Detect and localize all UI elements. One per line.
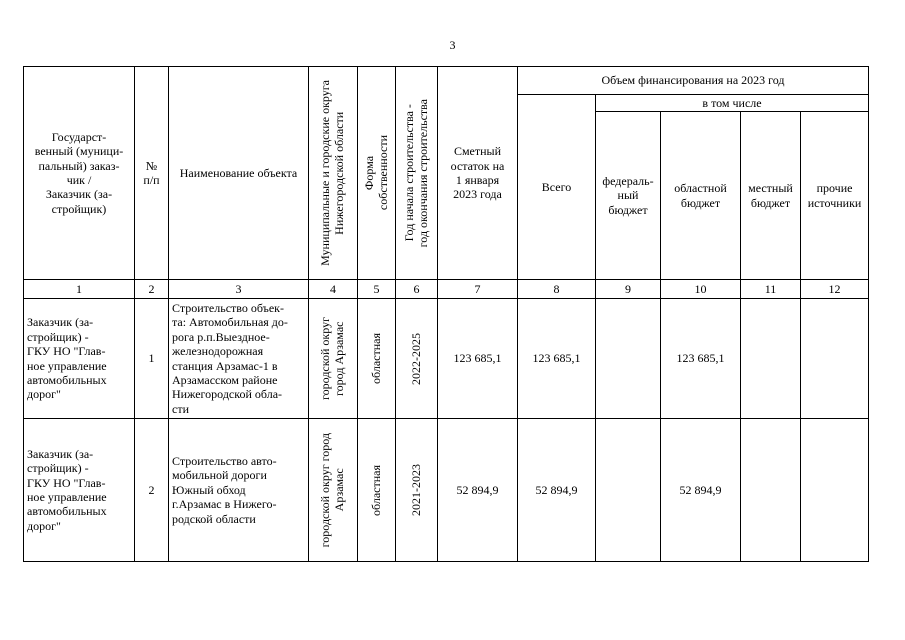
header-municipality-cell xyxy=(309,67,358,280)
column-number: 12 xyxy=(801,280,869,299)
row-years-cell xyxy=(396,419,438,562)
header-other: прочие источники xyxy=(801,112,869,280)
table-row xyxy=(24,299,869,419)
row-estimate: 52 894,9 xyxy=(438,419,518,562)
row-customer: Заказчик (за- стройщик) - ГКУ НО "Глав- ное управление автомобильных дорог" xyxy=(24,299,135,419)
row-ownership: областная xyxy=(368,464,383,516)
header-local: местный бюджет xyxy=(741,112,801,280)
column-number: 4 xyxy=(309,280,358,299)
column-number: 6 xyxy=(396,280,438,299)
header-federal: федераль- ный бюджет xyxy=(596,112,661,280)
header-years-cell xyxy=(396,67,438,280)
row-object-name: Строительство авто- мобильной дороги Южный обход г.Арзамас в Нижего- родской области xyxy=(169,419,309,562)
header-estimate: Сметный остаток на 1 января 2023 года xyxy=(438,67,518,280)
row-years: 2022-2025 xyxy=(408,332,423,385)
row-federal xyxy=(596,299,661,419)
row-years-cell xyxy=(396,299,438,419)
header-ownership: Форма собственности xyxy=(361,135,390,211)
row-local xyxy=(741,419,801,562)
column-number: 11 xyxy=(741,280,801,299)
page-number: 3 xyxy=(449,38,456,52)
row-federal xyxy=(596,419,661,562)
row-num: 1 xyxy=(135,299,169,419)
row-total: 123 685,1 xyxy=(518,299,596,419)
row-local xyxy=(741,299,801,419)
column-number: 5 xyxy=(358,280,396,299)
row-municipality-cell xyxy=(309,419,358,562)
row-estimate: 123 685,1 xyxy=(438,299,518,419)
header-financing: Объем финансирования на 2023 год xyxy=(518,67,869,95)
header-including: в том числе xyxy=(596,95,869,112)
row-municipality: городской округ город Арзамас xyxy=(318,317,346,400)
row-num: 2 xyxy=(135,419,169,562)
header-object-name: Наименование объекта xyxy=(169,67,309,280)
header-municipality: Муниципальные и городские округа Нижегородской области xyxy=(318,80,346,266)
header-customer: Государст- венный (муници- пальный) заказ- чик / Заказчик (за- стройщик) xyxy=(24,67,135,280)
row-total: 52 894,9 xyxy=(518,419,596,562)
row-municipality-cell xyxy=(309,299,358,419)
column-number: 8 xyxy=(518,280,596,299)
header-total: Всего xyxy=(518,95,596,280)
row-customer: Заказчик (за- стройщик) - ГКУ НО "Глав- ное управление автомобильных дорог" xyxy=(24,419,135,562)
header-num: № п/п xyxy=(135,67,169,280)
column-numbers-row xyxy=(24,280,869,299)
row-regional: 52 894,9 xyxy=(661,419,741,562)
row-regional: 123 685,1 xyxy=(661,299,741,419)
row-object-name: Строительство объек- та: Автомобильная до- рога р.п.Выездное- железнодорожная станция Арзамас-1 в Арзамасском районе Нижегородской обла- сти xyxy=(169,299,309,419)
row-ownership: областная xyxy=(368,333,383,384)
column-number: 9 xyxy=(596,280,661,299)
financing-table xyxy=(23,66,869,562)
column-number: 3 xyxy=(169,280,309,299)
column-number: 1 xyxy=(24,280,135,299)
row-other xyxy=(801,419,869,562)
row-years: 2021-2023 xyxy=(408,464,423,516)
row-ownership-cell xyxy=(358,299,396,419)
row-municipality: городской округ город Арзамас xyxy=(318,432,346,548)
column-number: 10 xyxy=(661,280,741,299)
table-row xyxy=(24,419,869,562)
column-number: 7 xyxy=(438,280,518,299)
header-ownership-cell xyxy=(358,67,396,280)
row-other xyxy=(801,299,869,419)
row-ownership-cell xyxy=(358,419,396,562)
header-regional: областной бюджет xyxy=(661,112,741,280)
column-number: 2 xyxy=(135,280,169,299)
header-years: Год начала строительства - год окончания строительства xyxy=(401,98,430,248)
